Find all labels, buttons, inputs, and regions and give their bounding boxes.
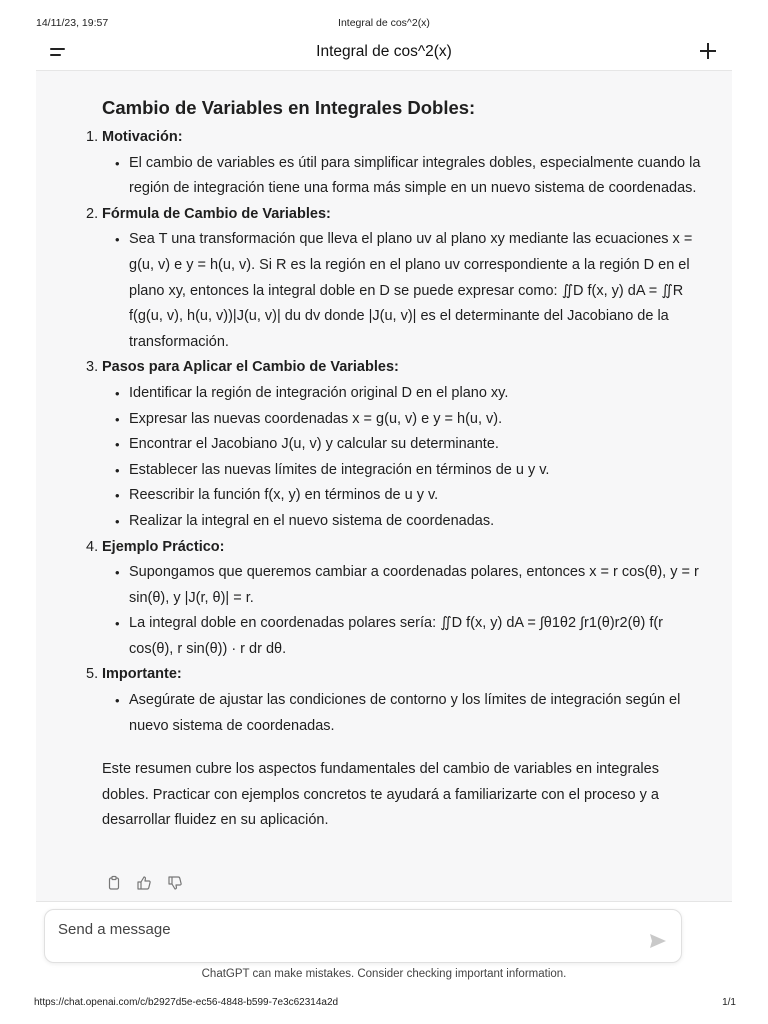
message-composer (44, 909, 682, 963)
section-title: Fórmula de Cambio de Variables: (102, 205, 331, 222)
section-item (86, 355, 702, 534)
print-url: https://chat.openai.com/c/b2927d5e-ec56-4848-b599-7e3c62314a2d (34, 997, 339, 1008)
bullet-item: • El cambio de variables es útil para simplificar integrales dobles, especialmente cuando la región de integración tiene una forma más simple en un nuevo sistema de coordenadas. (129, 151, 702, 202)
section-title: Ejemplo Práctico: (102, 538, 225, 555)
bullet-item: • La integral doble en coordenadas polares sería: ∬D f(x, y) dA = ∫θ1θ2 ∫r1(θ)r2(θ) f(r cos(θ), r sin(θ)) · r dr dθ. (129, 611, 702, 662)
bullet-item: • Realizar la integral en el nuevo sistema de coordenadas. (129, 509, 702, 535)
disclaimer-text: ChatGPT can make mistakes. Consider checking important information. (201, 968, 567, 980)
section-number: 4. (86, 538, 99, 555)
plus-icon[interactable] (698, 41, 718, 61)
section-title: Importante: (102, 666, 182, 683)
section-item (86, 202, 702, 356)
message-content (86, 95, 702, 849)
print-datetime: 14/11/23, 19:57 (36, 17, 109, 29)
section-item (86, 125, 702, 202)
bullet-item: • Encontrar el Jacobiano J(u, v) y calcular su determinante. (129, 432, 702, 458)
message-actions (106, 875, 193, 893)
thumbs-down-icon[interactable] (167, 875, 183, 891)
print-title: Integral de cos^2(x) (338, 17, 430, 29)
bullet-item: • Establecer las nuevas límites de integración en términos de u y v. (129, 458, 702, 484)
assistant-message (36, 71, 732, 902)
section-number: 3. (86, 359, 99, 376)
copy-icon[interactable] (106, 875, 122, 891)
print-page-number: 1/1 (722, 997, 736, 1008)
app-header (36, 36, 732, 71)
send-icon[interactable] (649, 932, 667, 950)
bullet-item: • Asegúrate de ajustar las condiciones de contorno y los límites de integración según el nuevo sistema de coordenadas. (129, 688, 702, 739)
bullet-item: • Expresar las nuevas coordenadas x = g(u, v) e y = h(u, v). (129, 407, 702, 433)
bullet-item: • Supongamos que queremos cambiar a coordenadas polares, entonces x = r cos(θ), y = r sin(θ), y |J(r, θ)| = r. (129, 560, 702, 611)
bullet-item: • Identificar la región de integración original D en el plano xy. (129, 381, 702, 407)
sections-list (86, 125, 702, 739)
message-heading: Cambio de Variables en Integrales Dobles: (102, 97, 476, 118)
section-item (86, 535, 702, 663)
section-title: Motivación: (102, 129, 183, 145)
section-item (86, 662, 702, 739)
summary-paragraph: Este resumen cubre los aspectos fundamentales del cambio de variables en integrales dobles. Practicar con ejemplos concretos te ayudará a familiarizarte con el proceso y a desarrollar fluidez en su aplicación. (102, 761, 659, 829)
section-number: 5. (86, 666, 99, 683)
bullet-item: • Sea T una transformación que lleva el plano uv al plano xy mediante las ecuaciones x = g(u, v) e y = h(u, v). Si R es la región en el plano uv correspondiente a la región D en el plano xy, entonces la integral doble en D se puede expresar como: ∬D f(x, y) dA = ∬R f(g(u, v), h(u, v))|J(u, v)| du dv donde |J(u, v)| es el determinante del Jacobiano de la transformación. (129, 227, 702, 355)
section-number: 2. (86, 205, 99, 222)
message-input[interactable] (56, 920, 580, 939)
chat-title: Integral de cos^2(x) (316, 43, 452, 60)
section-number: 1. (86, 129, 99, 145)
bullet-item: • Reescribir la función f(x, y) en términos de u y v. (129, 483, 702, 509)
section-title: Pasos para Aplicar el Cambio de Variables: (102, 359, 399, 376)
thumbs-up-icon[interactable] (136, 875, 152, 891)
